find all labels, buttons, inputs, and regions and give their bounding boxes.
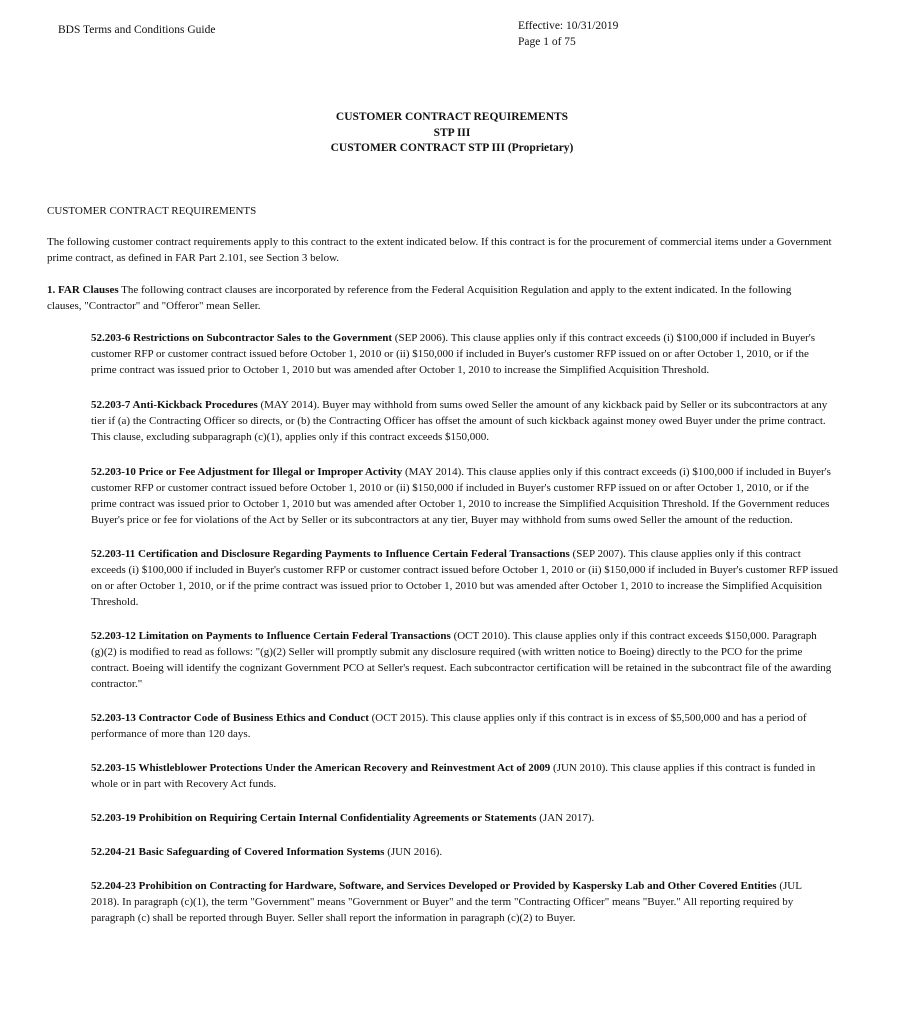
clause-line: (g)(2) is modified to read as follows: "(g)(2) Seller will promptly submit any disclosure required (with written notice to Boeing) directly to the PCO for the prime: [91, 646, 803, 658]
clause-text: (MAY 2014). This clause applies only if this contract exceeds (i) $100,000 if included in Buyer's: [402, 466, 831, 478]
clause-line: [91, 810, 725, 826]
clause-text: (JUL: [776, 880, 802, 892]
clause-line: Threshold.: [91, 596, 139, 608]
title-line-1: CUSTOMER CONTRACT REQUIREMENTS: [335, 111, 569, 123]
clause-line: prime contract was issued prior to October 1, 2010 but was amended after October 1, 2010 to increase the Simplified Acquisition Threshold. If the Government reduces: [91, 498, 830, 510]
clause-text: (OCT 2010). This clause applies only if this contract exceeds $150,000. Paragraph: [450, 630, 817, 642]
title-line-3: CUSTOMER CONTRACT STP III (Proprietary): [330, 142, 574, 154]
clause-line: [91, 397, 828, 413]
clause-52-204-23: [47, 878, 802, 926]
document-name: BDS Terms and Conditions Guide: [58, 24, 216, 36]
clause-line: tier if (a) the Contracting Officer so directs, or (b) the Contracting Officer has offset the amount of such kickback against money owed Buyer under the prime contract.: [91, 415, 826, 427]
clause-title: 52.203-13 Contractor Code of Business Ethics and Conduct: [91, 712, 369, 724]
clause-line: whole or in part with Recovery Act funds.: [91, 778, 277, 790]
clause-text: (SEP 2007). This clause applies only if this contract: [569, 548, 801, 560]
clause-text: (JUN 2010). This clause applies if this contract is funded in: [550, 762, 816, 774]
clause-52-203-10: [47, 464, 831, 528]
clause-title: 52.203-10 Price or Fee Adjustment for Illegal or Improper Activity: [91, 466, 403, 478]
clause-line: contractor.": [91, 678, 143, 690]
clause-line: [91, 760, 816, 776]
clause-line: on or after October 1, 2010, or if the prime contract was issued prior to October 1, 2010 but was amended after October 1, 2010 to increase the Simplified Acquisition: [91, 580, 822, 592]
clause-text: (SEP 2006). This clause applies only if this contract exceeds (i) $100,000 if included in Buyer's: [392, 332, 815, 344]
header-meta: [518, 18, 618, 50]
clause-text: (JUN 2016).: [384, 846, 443, 858]
clause-line: performance of more than 120 days.: [91, 728, 251, 740]
far-clauses-paragraph: [47, 282, 792, 314]
clause-line: [91, 628, 817, 644]
document-title: [0, 110, 904, 157]
section-heading: CUSTOMER CONTRACT REQUIREMENTS: [47, 205, 257, 217]
clause-title: 52.203-6 Restrictions on Subcontractor Sales to the Government: [91, 332, 393, 344]
clause-line: [91, 546, 801, 562]
clause-text: (JAN 2017).: [536, 812, 595, 824]
document-body: [47, 203, 839, 942]
clause-line: [91, 464, 831, 480]
clause-52-203-15: [47, 760, 816, 792]
title-line-2: STP III: [433, 126, 471, 139]
clause-52-204-21: [47, 844, 725, 860]
clause-52-203-6: [47, 330, 815, 378]
clause-title: 52.204-21 Basic Safeguarding of Covered Information Systems: [91, 846, 385, 858]
clause-52-203-19: [47, 810, 725, 826]
clause-line: [91, 330, 815, 346]
clause-title: 52.203-12 Limitation on Payments to Influence Certain Federal Transactions: [91, 630, 451, 642]
clause-line: prime contract was issued prior to October 1, 2010 but was amended after October 1, 2010 to increase the Simplified Acquisition Threshold.: [91, 364, 710, 376]
effective-date: Effective: 10/31/2019: [518, 20, 619, 32]
clause-line: This clause, excluding subparagraph (c)(1), applies only if this contract exceeds $150,000.: [91, 431, 490, 443]
intro-paragraph: [47, 234, 832, 266]
clause-line: [91, 710, 807, 726]
clause-52-203-7: [47, 397, 828, 445]
clause-line: contract. Boeing will identify the cognizant Government PCO at Seller's request. Each subcontractor certification will be retained in the subcontract file of the awarding: [91, 662, 832, 674]
page-number: Page 1 of 75: [518, 36, 576, 48]
far-clauses-label: 1. FAR Clauses: [47, 284, 119, 296]
clause-line: customer RFP or customer contract issued before October 1, 2010 or (ii) $150,000 if included in Buyer's customer RFP issued on or after October 1, 2010, or if the: [91, 482, 809, 494]
clause-line: customer RFP or customer contract issued before October 1, 2010 or (ii) $150,000 if included in Buyer's customer RFP issued on or after October 1, 2010, or if the: [91, 348, 809, 360]
clause-title: 52.203-7 Anti-Kickback Procedures: [91, 399, 258, 411]
far-clauses-line-1: [47, 282, 792, 298]
clause-52-203-11: [47, 546, 839, 610]
clause-line: [91, 878, 802, 894]
clause-line: exceeds (i) $100,000 if included in Buyer's customer RFP or customer contract issued before October 1, 2010 or (ii) $150,000 if included in Buyer's customer RFP issued: [91, 564, 839, 576]
clause-line: Buyer's price or fee for violations of the Act by Seller or its subcontractors at any tier, Buyer may withhold from sums owed Seller the amount of the reduction.: [91, 514, 793, 526]
clause-title: 52.204-23 Prohibition on Contracting for Hardware, Software, and Services Developed or Provided by Kaspersky Lab and Other Covered Entities: [91, 880, 777, 892]
clause-title: 52.203-11 Certification and Disclosure Regarding Payments to Influence Certain Federal Transactions: [91, 548, 570, 560]
clause-line: paragraph (c) shall be reported through Buyer. Seller shall report the information in paragraph (c)(2) to Buyer.: [91, 912, 576, 924]
clause-52-203-12: [47, 628, 832, 692]
clause-title: 52.203-19 Prohibition on Requiring Certain Internal Confidentiality Agreements or Statements: [91, 812, 537, 824]
clause-52-203-13: [47, 710, 807, 742]
far-clauses-text: The following contract clauses are incorporated by reference from the Federal Acquisition Regulation and apply to the extent indicated. In the following: [118, 284, 792, 296]
far-clauses-line-2: clauses, "Contractor" and "Offeror" mean Seller.: [47, 300, 261, 312]
clause-text: (MAY 2014). Buyer may withhold from sums owed Seller the amount of any kickback paid by Seller or its subcontractors at any: [257, 399, 828, 411]
clause-text: (OCT 2015). This clause applies only if this contract is in excess of $5,500,000 and has a period of: [368, 712, 807, 724]
clause-title: 52.203-15 Whistleblower Protections Under the American Recovery and Reinvestment Act of 2009: [91, 762, 551, 774]
intro-line-2: prime contract, as defined in FAR Part 2.101, see Section 3 below.: [47, 252, 340, 264]
intro-line-1: The following customer contract requirements apply to this contract to the extent indicated below. If this contract is for the procurement of commercial items under a Government: [47, 236, 832, 248]
clause-line: 2018). In paragraph (c)(1), the term "Government" means "Government or Buyer" and the term "Contracting Officer" means "Buyer." All reporting required by: [91, 896, 794, 908]
clause-line: [91, 844, 725, 860]
